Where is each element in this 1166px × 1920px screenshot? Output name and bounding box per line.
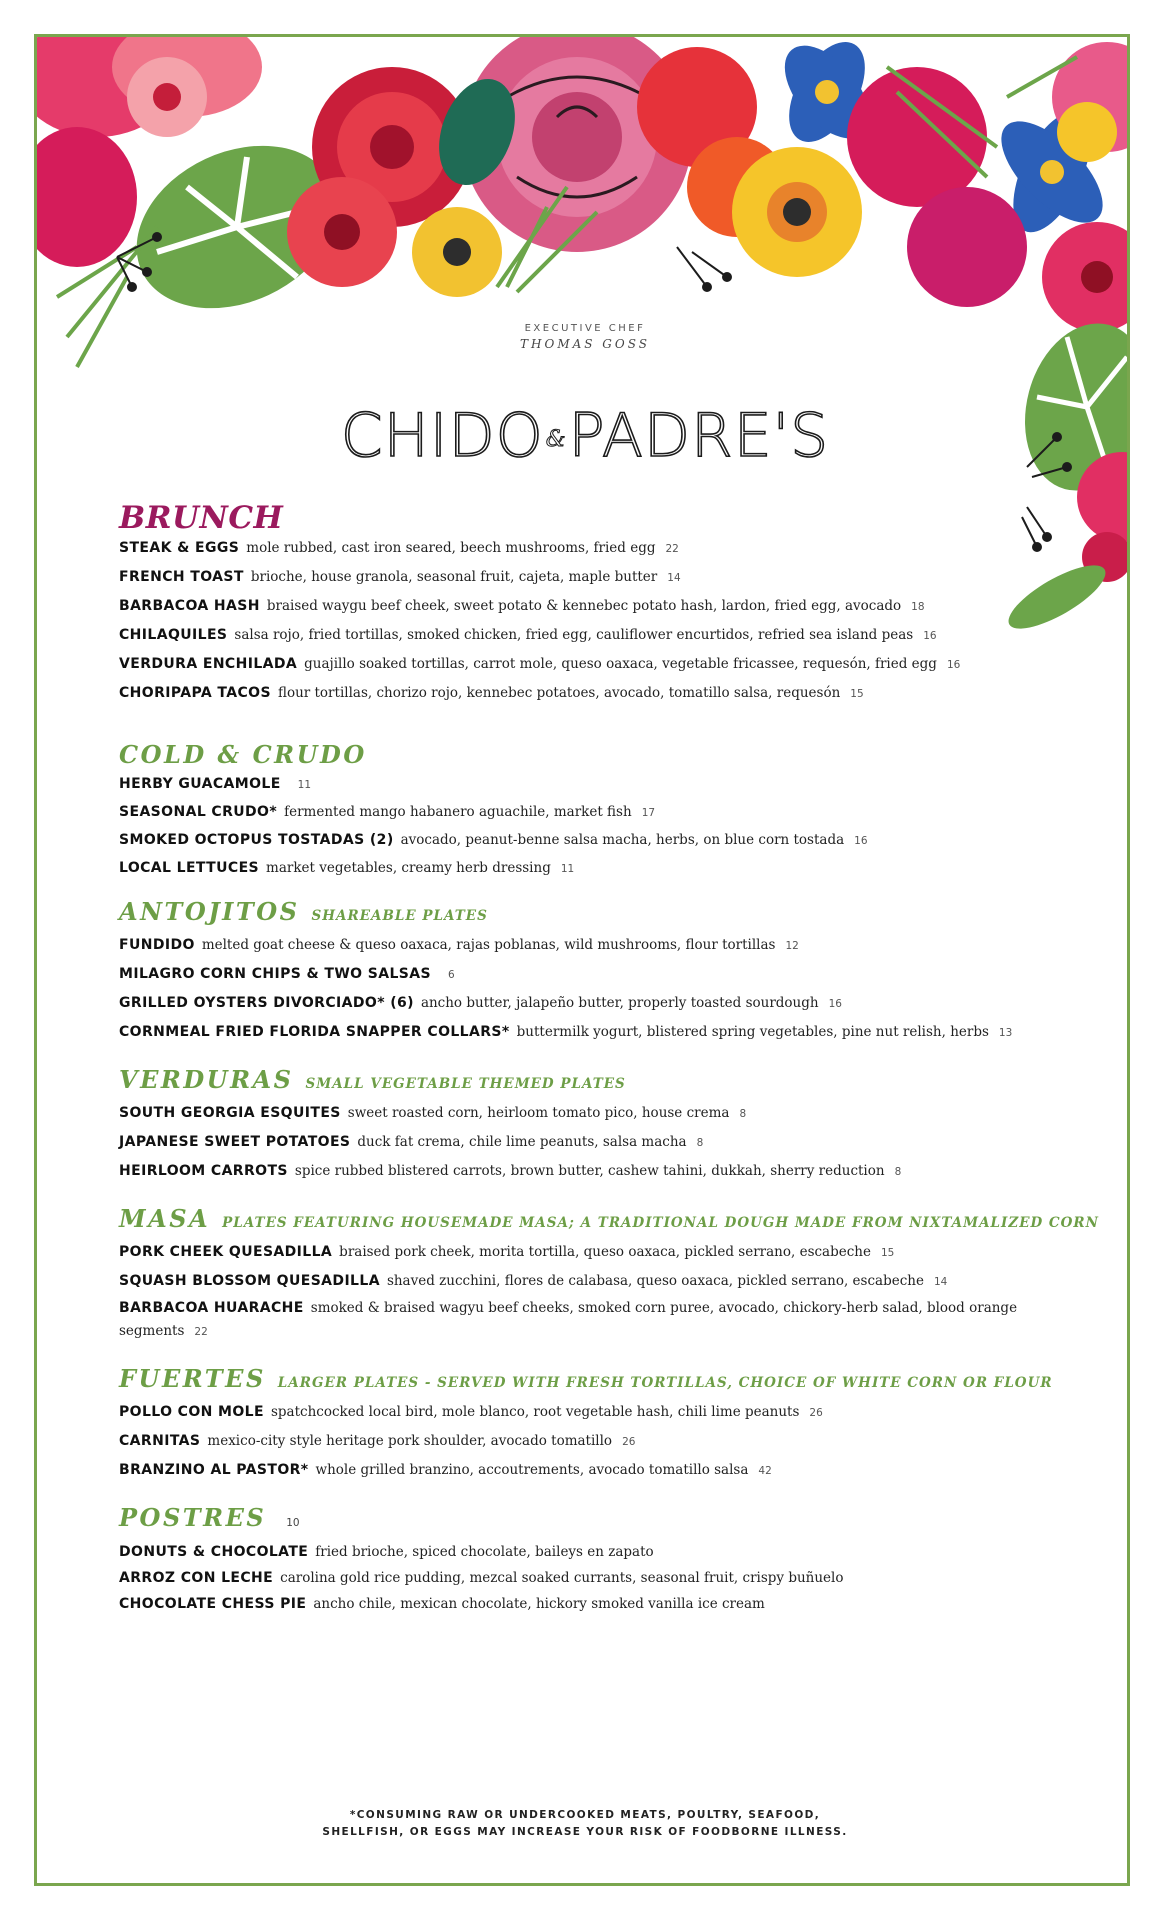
item-description: spatchcocked local bird, mole blanco, root vegetable hash, chili lime peanuts bbox=[270, 1404, 800, 1420]
section-postres bbox=[119, 1503, 1119, 1616]
item-price: 8 bbox=[739, 1108, 747, 1120]
item-name: VERDURA ENCHILADA bbox=[119, 656, 298, 672]
item-name: JAPANESE SWEET POTATOES bbox=[119, 1134, 351, 1150]
item-description: mexico-city style heritage pork shoulder, avocado tomatillo bbox=[207, 1433, 613, 1449]
section-title bbox=[119, 1065, 1119, 1099]
item-price: 8 bbox=[894, 1166, 902, 1178]
menu-item bbox=[119, 682, 1119, 706]
item-description: melted goat cheese & queso oaxaca, rajas poblanas, wild mushrooms, flour tortillas bbox=[201, 937, 776, 953]
item-name: SQUASH BLOSSOM QUESADILLA bbox=[119, 1273, 380, 1289]
item-price: 15 bbox=[880, 1247, 895, 1259]
item-description: sweet roasted corn, heirloom tomato pico, house crema bbox=[347, 1105, 730, 1121]
menu-page bbox=[34, 34, 1130, 1886]
item-price: 26 bbox=[622, 1436, 636, 1448]
menu-item bbox=[119, 1131, 1119, 1155]
item-price: 14 bbox=[933, 1276, 948, 1288]
menu-item bbox=[119, 1241, 1119, 1265]
section-title-text: COLD & CRUDO bbox=[119, 740, 367, 769]
item-description: market vegetables, creamy herb dressing bbox=[266, 860, 551, 876]
section-title bbox=[119, 1503, 1119, 1538]
menu-item bbox=[119, 1459, 1119, 1483]
item-name: ARROZ CON LECHE bbox=[119, 1570, 274, 1586]
menu-item bbox=[119, 934, 1119, 958]
item-name: MILAGRO CORN CHIPS & TWO SALSAS bbox=[119, 966, 431, 982]
item-name: BARBACOA HUARACHE bbox=[119, 1300, 304, 1316]
item-price: 16 bbox=[923, 630, 937, 642]
menu-item bbox=[119, 624, 1119, 648]
item-name: CORNMEAL FRIED FLORIDA SNAPPER COLLARS* bbox=[119, 1024, 510, 1040]
item-name: CHILAQUILES bbox=[119, 627, 228, 643]
section-verduras bbox=[119, 1065, 1119, 1184]
item-description: salsa rojo, fried tortillas, smoked chicken, fried egg, cauliflower encurtidos, refried sea island peas bbox=[234, 627, 914, 643]
item-name: CARNITAS bbox=[119, 1433, 201, 1449]
item-name: CHOCOLATE CHESS PIE bbox=[119, 1596, 307, 1612]
menu-item bbox=[119, 1160, 1119, 1184]
item-description: ancho chile, mexican chocolate, hickory smoked vanilla ice cream bbox=[313, 1596, 765, 1612]
item-description: duck fat crema, chile lime peanuts, salsa macha bbox=[357, 1134, 687, 1150]
section-subtitle: SMALL VEGETABLE THEMED PLATES bbox=[305, 1076, 626, 1092]
menu-item bbox=[119, 829, 1119, 853]
menu-item bbox=[119, 1021, 1119, 1045]
item-price: 12 bbox=[785, 940, 799, 952]
item-price: 13 bbox=[998, 1027, 1013, 1039]
item-description: whole grilled branzino, accoutrements, avocado tomatillo salsa bbox=[315, 1462, 749, 1478]
menu-item bbox=[119, 963, 1119, 987]
item-price: 11 bbox=[297, 779, 312, 791]
item-price: 15 bbox=[850, 688, 864, 700]
item-price: 22 bbox=[194, 1326, 208, 1338]
item-price: 16 bbox=[854, 835, 868, 847]
menu-item bbox=[119, 537, 1119, 561]
menu-item bbox=[119, 1430, 1119, 1454]
item-description: smoked & braised wagyu beef cheeks, smoked corn puree, avocado, chickory-herb salad, blood orange segments bbox=[119, 1300, 1018, 1339]
section-subtitle: LARGER PLATES - SERVED WITH FRESH TORTILLAS, CHOICE OF WHITE CORN OR FLOUR bbox=[277, 1375, 1053, 1391]
disclaimer-line: *CONSUMING RAW OR UNDERCOOKED MEATS, POULTRY, SEAFOOD, bbox=[349, 1809, 821, 1821]
menu-item bbox=[119, 857, 1119, 881]
menu-item bbox=[119, 773, 1119, 797]
section-cold-crudo bbox=[119, 740, 1119, 881]
item-price: 11 bbox=[560, 863, 575, 875]
menu-item bbox=[119, 595, 1119, 619]
item-name: SMOKED OCTOPUS TOSTADAS (2) bbox=[119, 832, 394, 848]
menu-item bbox=[119, 1541, 1119, 1564]
section-title-text: ANTOJITOS bbox=[119, 897, 300, 926]
section-title bbox=[119, 740, 1119, 770]
executive-chef-name: THOMAS GOSS bbox=[520, 337, 650, 351]
section-title bbox=[119, 1204, 1119, 1238]
item-name: CHORIPAPA TACOS bbox=[119, 685, 271, 701]
item-name: DONUTS & CHOCOLATE bbox=[119, 1544, 309, 1560]
executive-chef-label: EXECUTIVE CHEF bbox=[524, 323, 646, 334]
item-name: HERBY GUACAMOLE bbox=[119, 776, 281, 792]
logo-left: CHIDO bbox=[340, 401, 544, 471]
item-name: SOUTH GEORGIA ESQUITES bbox=[119, 1105, 341, 1121]
menu-item bbox=[119, 1102, 1119, 1126]
section-title bbox=[119, 897, 1119, 931]
item-price: 8 bbox=[696, 1137, 704, 1149]
menu-item bbox=[119, 1401, 1119, 1425]
item-name: BRANZINO AL PASTOR* bbox=[119, 1462, 309, 1478]
menu-item bbox=[119, 1270, 1119, 1294]
item-price: 16 bbox=[946, 659, 961, 671]
item-description: fried brioche, spiced chocolate, baileys en zapato bbox=[315, 1544, 654, 1560]
item-description: avocado, peanut-benne salsa macha, herbs, on blue corn tostada bbox=[400, 832, 845, 848]
item-price: 16 bbox=[828, 998, 842, 1010]
logo-ampersand: & bbox=[545, 427, 567, 452]
item-price: 6 bbox=[448, 969, 455, 981]
section-title: BRUNCH bbox=[119, 500, 284, 536]
food-safety-disclaimer bbox=[37, 1807, 1130, 1841]
logo-right: PADRE'S bbox=[568, 401, 830, 471]
item-description: carolina gold rice pudding, mezcal soaked currants, seasonal fruit, crispy buñuelo bbox=[280, 1570, 844, 1586]
item-description: fermented mango habanero aguachile, market fish bbox=[284, 804, 632, 820]
item-name: HEIRLOOM CARROTS bbox=[119, 1163, 288, 1179]
section-title bbox=[119, 1364, 1119, 1398]
item-price: 17 bbox=[641, 807, 656, 819]
item-price: 14 bbox=[667, 572, 681, 584]
item-description: flour tortillas, chorizo rojo, kennebec potatoes, avocado, tomatillo salsa, requesón bbox=[277, 685, 841, 701]
menu-item bbox=[119, 653, 1119, 677]
item-price: 18 bbox=[911, 601, 925, 613]
section-title-text: MASA bbox=[119, 1204, 211, 1233]
item-price: 26 bbox=[809, 1407, 823, 1419]
item-name: POLLO CON MOLE bbox=[119, 1404, 264, 1420]
item-description: buttermilk yogurt, blistered spring vegetables, pine nut relish, herbs bbox=[516, 1024, 989, 1040]
section-masa bbox=[119, 1204, 1119, 1344]
section-title-text: VERDURAS bbox=[119, 1065, 294, 1094]
section-fuertes bbox=[119, 1364, 1119, 1483]
menu-item bbox=[119, 801, 1119, 825]
item-name: LOCAL LETTUCES bbox=[119, 860, 260, 876]
menu-item bbox=[119, 992, 1119, 1016]
menu-item bbox=[119, 1567, 1119, 1590]
item-description: ancho butter, jalapeño butter, properly toasted sourdough bbox=[420, 995, 819, 1011]
menu-item bbox=[119, 566, 1119, 590]
item-price: 42 bbox=[758, 1465, 772, 1477]
menu-body bbox=[119, 500, 1119, 1616]
item-description: braised waygu beef cheek, sweet potato & kennebec potato hash, lardon, fried egg, avocado bbox=[266, 598, 902, 614]
section-title-text: POSTRES bbox=[119, 1503, 267, 1532]
section-price: 10 bbox=[286, 1517, 300, 1529]
item-description: shaved zucchini, flores de calabasa, queso oaxaca, pickled serrano, escabeche bbox=[386, 1273, 924, 1289]
disclaimer-line: SHELLFISH, OR EGGS MAY INCREASE YOUR RISK OF FOODBORNE ILLNESS. bbox=[322, 1826, 848, 1838]
item-description: mole rubbed, cast iron seared, beech mushrooms, fried egg bbox=[246, 540, 656, 556]
item-name: SEASONAL CRUDO* bbox=[119, 804, 278, 820]
item-description: spice rubbed blistered carrots, brown butter, cashew tahini, dukkah, sherry reduction bbox=[294, 1163, 885, 1179]
item-description: guajillo soaked tortillas, carrot mole, queso oaxaca, vegetable fricassee, requesón, fried egg bbox=[304, 656, 937, 672]
section-antojitos bbox=[119, 897, 1119, 1045]
section-title-text: FUERTES bbox=[119, 1364, 266, 1393]
item-name: GRILLED OYSTERS DIVORCIADO* (6) bbox=[119, 995, 414, 1011]
item-description: brioche, house granola, seasonal fruit, cajeta, maple butter bbox=[250, 569, 658, 585]
item-name: STEAK & EGGS bbox=[119, 540, 240, 556]
item-description: braised pork cheek, morita tortilla, queso oaxaca, pickled serrano, escabeche bbox=[339, 1244, 871, 1260]
item-name: FRENCH TOAST bbox=[119, 569, 244, 585]
section-brunch bbox=[119, 500, 1119, 706]
restaurant-logo bbox=[37, 401, 1130, 471]
item-price: 22 bbox=[665, 543, 679, 555]
section-subtitle: SHAREABLE PLATES bbox=[311, 908, 488, 924]
menu-item bbox=[119, 1297, 1079, 1344]
menu-item bbox=[119, 1593, 1119, 1616]
item-name: PORK CHEEK QUESADILLA bbox=[119, 1244, 333, 1260]
item-name: FUNDIDO bbox=[119, 937, 195, 953]
section-subtitle: PLATES FEATURING HOUSEMADE MASA; A TRADITIONAL DOUGH MADE FROM NIXTAMALIZED CORN bbox=[222, 1215, 1099, 1231]
item-name: BARBACOA HASH bbox=[119, 598, 260, 614]
